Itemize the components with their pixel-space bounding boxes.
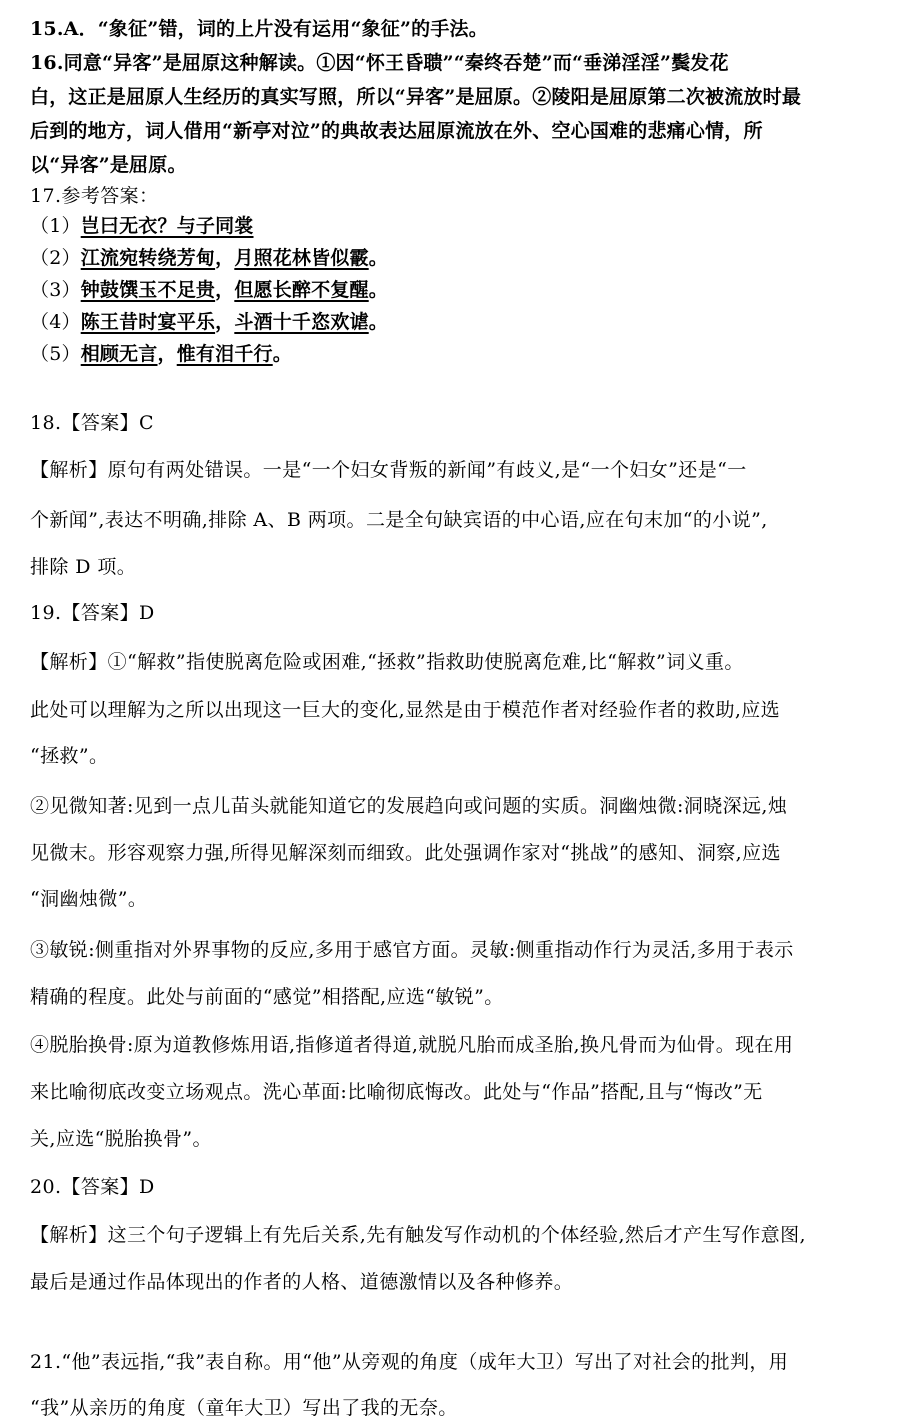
item-sep: ， [215,279,235,301]
item-line-a: 钟鼓馔玉不足贵 [80,279,216,301]
q19-analysis-line: “拯救”。 [30,745,109,767]
q19-analysis-line: 【解析】①“解救”指使脱离危险或困难,“拯救”指救助使脱离危难,比“解救”词义重。 [30,651,744,673]
item-line-b: 但愿长醉不复醒 [234,279,369,301]
q19-analysis-line: ②见微知著:见到一点儿苗头就能知道它的发展趋向或问题的实质。洞幽烛微:洞晓深远,烛 [30,795,788,817]
q16-line: 16.同意“异客”是屈原这种解读。①因“怀王昏聩”“秦终吞楚”而“垂涕淫淫”鬓发花 [30,52,729,74]
item-sep: ， [215,311,235,333]
q17-item [30,211,254,238]
q19-analysis-line: 见微末。形容观察力强,所得见解深刻而细致。此处强调作家对“挑战”的感知、洞察,应选 [30,842,781,864]
item-number: （3） [30,279,81,301]
item-end: 。 [368,279,388,301]
item-number: （4） [30,311,81,333]
q18-analysis-line: 【解析】原句有两处错误。一是“一个妇女背叛的新闻”有歧义,是“一个妇女”还是“一 [30,459,747,481]
q20-analysis-line: 最后是通过作品体现出的作者的人格、道德激情以及各种修养。 [30,1271,574,1293]
q19-answer-label: 19.【答案】D [30,602,155,624]
q17-heading: 17.参考答案： [30,185,159,207]
q19-analysis-line: “洞幽烛微”。 [30,888,148,910]
q21-line: 21.“他”表远指,“我”表自称。用“他”从旁观的角度（成年大卫）写出了对社会的批判，用 [30,1351,789,1373]
item-line-b: 斗酒十千恣欢谑 [234,311,369,333]
q18-analysis-line: 个新闻”,表达不明确,排除 A、B 两项。二是全句缺宾语的中心语,应在句末加“的小说”, [30,509,768,531]
q19-analysis-line: 关,应选“脱胎换骨”。 [30,1128,212,1150]
item-line-a: 岂曰无衣？与子同裳 [80,215,254,237]
q17-item [30,275,388,302]
q16-line: 以“异客”是屈原。 [30,154,187,176]
q18-analysis-line: 排除 D 项。 [30,556,137,578]
item-sep: ， [215,247,235,269]
item-number: （2） [30,247,81,269]
q19-analysis-line: 精确的程度。此处与前面的“感觉”相搭配,应选“敏锐”。 [30,986,504,1008]
item-line-a: 相顾无言 [80,343,158,365]
item-end: 。 [272,343,292,365]
q19-analysis-line: ③敏锐:侧重指对外界事物的反应,多用于感官方面。灵敏:侧重指动作行为灵活,多用于表示 [30,939,794,961]
q19-analysis-line: 来比喻彻底改变立场观点。洗心革面:比喻彻底悔改。此处与“作品”搭配,且与“悔改”无 [30,1081,763,1103]
item-line-b: 惟有泪千行 [176,343,273,365]
q18-answer-label: 18.【答案】C [30,412,154,434]
item-line-a: 江流宛转绕芳甸 [80,247,216,269]
q17-item [30,339,292,366]
item-number: （5） [30,343,81,365]
q21-line: “我”从亲历的角度（童年大卫）写出了我的无奈。 [30,1397,458,1419]
q20-answer-label: 20.【答案】D [30,1176,155,1198]
item-line-a: 陈王昔时宴平乐 [80,311,216,333]
q15-answer: 15.A．“象征”错，词的上片没有运用“象征”的手法。 [30,18,488,40]
q17-item [30,307,388,334]
item-end: 。 [368,247,388,269]
q16-line: 后到的地方，词人借用“新亭对泣”的典故表达屈原流放在外、空心国难的悲痛心情，所 [30,120,763,142]
item-sep: ， [157,343,177,365]
item-end: 。 [368,311,388,333]
q16-line: 白，这正是屈原人生经历的真实写照，所以“异客”是屈原。②陵阳是屈原第二次被流放时最 [30,86,802,108]
q19-analysis-line: ④脱胎换骨:原为道教修炼用语,指修道者得道,就脱凡胎而成圣胎,换凡骨而为仙骨。现在用 [30,1034,794,1056]
item-number: （1） [30,215,81,237]
q20-analysis-line: 【解析】这三个句子逻辑上有先后关系,先有触发写作动机的个体经验,然后才产生写作意图, [30,1224,806,1246]
q17-item [30,243,388,270]
item-line-b: 月照花林皆似霰 [234,247,369,269]
q19-analysis-line: 此处可以理解为之所以出现这一巨大的变化,显然是由于模范作者对经验作者的救助,应选 [30,699,781,721]
